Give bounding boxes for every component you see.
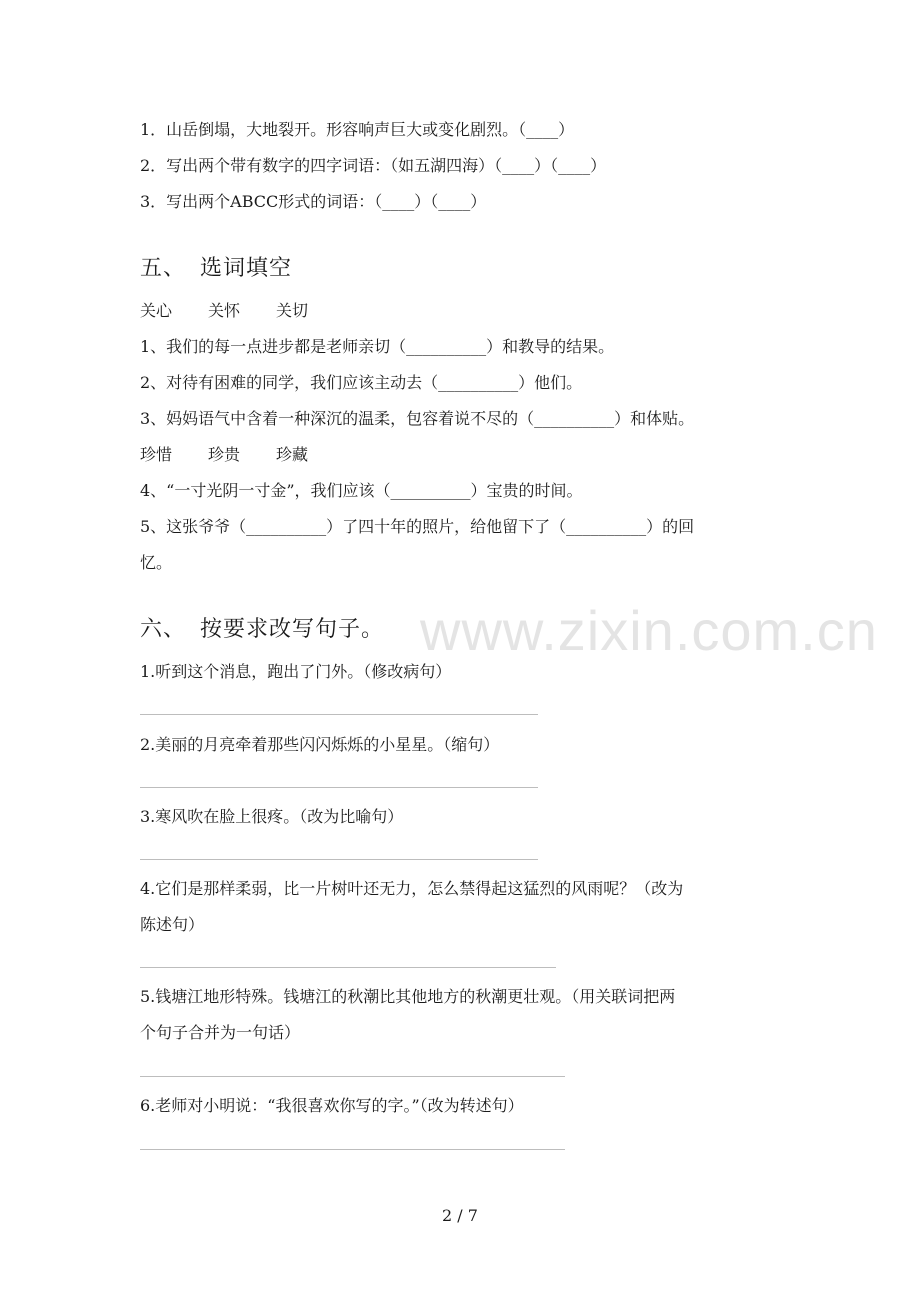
section-number: 六、 bbox=[140, 617, 187, 642]
word-choices bbox=[140, 445, 344, 465]
word-choice: 珍贵 bbox=[208, 445, 241, 464]
question-item: 5、这张爷爷（__________）了四十年的照片，给他留下了（__________）的回 bbox=[140, 517, 695, 536]
question-item: 2.美丽的月亮牵着那些闪闪烁烁的小星星。（缩句） bbox=[140, 735, 500, 754]
question-item: 3、妈妈语气中含着一种深沉的温柔，包容着说不尽的（__________）和体贴。 bbox=[140, 409, 695, 428]
answer-line bbox=[140, 967, 556, 968]
question-item-continued: 忆。 bbox=[140, 553, 173, 572]
question-item: 5.钱塘江地形特殊。钱塘江的秋潮比其他地方的秋潮更壮观。（用关联词把两 bbox=[140, 987, 676, 1006]
word-choice: 关怀 bbox=[208, 301, 241, 320]
question-item: 4.它们是那样柔弱，比一片树叶还无力，怎么禁得起这猛烈的风雨呢？（改为 bbox=[140, 879, 684, 898]
watermark: www.zixin.com.cn bbox=[420, 599, 878, 662]
answer-line bbox=[140, 714, 538, 715]
question-item: 3.寒风吹在脸上很疼。（改为比喻句） bbox=[140, 807, 404, 826]
question-item: 3．写出两个ABCC形式的词语：（____）（____） bbox=[140, 192, 487, 211]
word-choice: 关切 bbox=[276, 301, 309, 320]
question-item: 1.听到这个消息，跑出了门外。（修改病句） bbox=[140, 662, 452, 681]
question-item: 1、我们的每一点进步都是老师亲切（__________）和教导的结果。 bbox=[140, 337, 615, 356]
question-item: 6.老师对小明说：“我很喜欢你写的字。”（改为转述句） bbox=[140, 1096, 524, 1115]
word-choice: 关心 bbox=[140, 301, 173, 320]
section-heading bbox=[140, 616, 384, 644]
question-item-continued: 个句子合并为一句话） bbox=[140, 1023, 301, 1042]
question-item: 2、对待有困难的同学，我们应该主动去（__________）他们。 bbox=[140, 373, 583, 392]
question-item: 2．写出两个带有数字的四字词语：（如五湖四海）（____）（____） bbox=[140, 156, 607, 175]
answer-line bbox=[140, 859, 538, 860]
word-choices bbox=[140, 301, 344, 321]
word-choice: 珍藏 bbox=[276, 445, 309, 464]
answer-line bbox=[140, 787, 538, 788]
section-title: 按要求改写句子。 bbox=[200, 617, 385, 642]
question-item: 4、“一寸光阴一寸金”，我们应该（__________）宝贵的时间。 bbox=[140, 481, 583, 500]
answer-line bbox=[140, 1076, 565, 1077]
answer-line bbox=[140, 1149, 565, 1150]
section-number: 五、 bbox=[140, 256, 187, 281]
section-title: 选词填空 bbox=[200, 256, 293, 281]
section-heading bbox=[140, 255, 292, 283]
word-choice: 珍惜 bbox=[140, 445, 173, 464]
question-item: 1．山岳倒塌，大地裂开。形容响声巨大或变化剧烈。（____） bbox=[140, 120, 575, 139]
question-item-continued: 陈述句） bbox=[140, 915, 205, 934]
page-number: 2 / 7 bbox=[442, 1206, 478, 1225]
